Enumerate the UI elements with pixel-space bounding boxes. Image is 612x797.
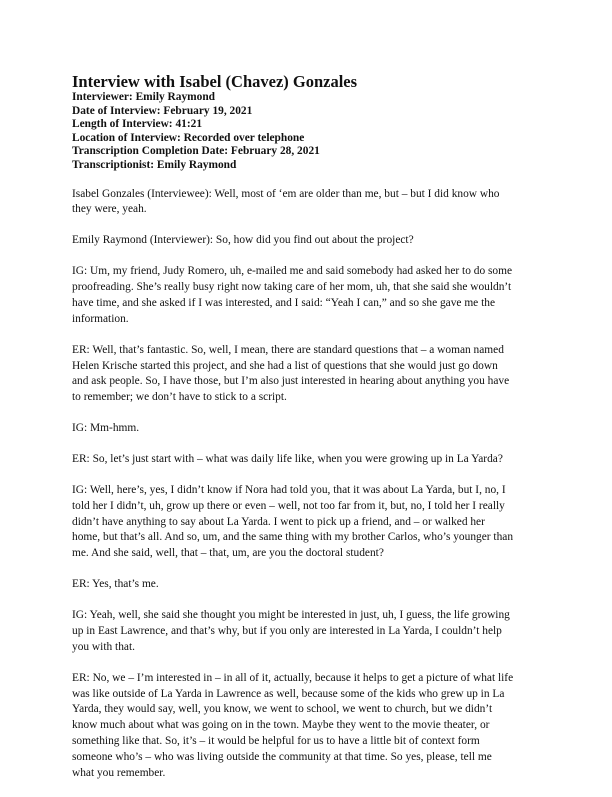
transcript-line: and ask people. So, I have those, but I’m also just interested in hearing about anything you have (72, 375, 510, 388)
interviewer-line: Interviewer: Emily Raymond (72, 91, 215, 103)
interview-metadata (72, 91, 540, 173)
transcript-line: ER: So, let’s just start with – what was daily life like, when you were growing up in La Yarda? (72, 453, 503, 466)
interview-length-line: Length of Interview: 41:21 (72, 118, 203, 131)
transcript-paragraph (72, 577, 540, 593)
transcript-line: to remember; we don’t have to stick to a script. (72, 391, 287, 404)
interview-date-line: Date of Interview: February 19, 2021 (72, 104, 253, 117)
transcript-paragraph (72, 452, 540, 468)
transcript-line: IG: Yeah, well, she said she thought you might be interested in just, uh, I guess, the life growing (72, 609, 510, 622)
transcript-paragraph (72, 421, 540, 437)
transcript-line: IG: Um, my friend, Judy Romero, uh, e-mailed me and said somebody had asked her to do some (72, 265, 513, 278)
interview-location-line: Location of Interview: Recorded over telephone (72, 131, 305, 144)
transcript-line: have time, and she asked if I was interested, and I said: “Yeah I can,” and so she gave me the (72, 296, 495, 309)
transcript-paragraph (72, 187, 540, 219)
transcriptionist-line: Transcriptionist: Emily Raymond (72, 158, 237, 171)
transcript-paragraph (72, 343, 540, 406)
document-page (72, 72, 540, 797)
document-title: Interview with Isabel (Chavez) Gonzales (72, 72, 358, 91)
transcript-paragraph (72, 264, 540, 327)
transcript-line: up in East Lawrence, and that’s why, but if you only are interested in La Yarda, I couldn’t help (72, 625, 502, 637)
transcript-line: home, but that’s all. And so, um, and the same thing with my brother Carlos, who’s younger than (72, 531, 514, 544)
transcript-line: didn’t have anything to say about La Yarda. I went to pick up a friend, and – or walked her (72, 515, 485, 528)
transcript-line: told her I didn’t, uh, grow up there or even – well, not too far from it, but, no, I told her I really (72, 499, 505, 512)
transcript-line: you with that. (72, 640, 135, 653)
transcript-line: me. And she said, well, that – that, um, are you the doctoral student? (72, 547, 384, 560)
transcript-line: Yarda, they would say, well, you know, we went to school, we went to church, but we didn’t (72, 703, 493, 716)
transcript-line: was like outside of La Yarda in Lawrence as well, because some of the kids who grew up in La (72, 687, 505, 700)
transcript-line: Emily Raymond (Interviewer): So, how did you find out about the project? (72, 234, 414, 247)
transcript-line: what you remember. (72, 766, 166, 779)
transcript-line: ER: No, we – I’m interested in – in all of it, actually, because it helps to get a picture of what life (72, 671, 514, 684)
transcript-line: proofreading. She’s really busy right now taking care of her mom, uh, that she said she wouldn’t (72, 281, 512, 294)
transcript-line: IG: Mm-hmm. (72, 422, 140, 435)
transcript-body (72, 187, 540, 782)
transcript-paragraph (72, 233, 540, 249)
transcript-line: know much about what was going on in the town. Maybe they went to the movie theater, or (72, 719, 490, 732)
transcript-paragraph (72, 483, 540, 562)
transcription-date-line: Transcription Completion Date: February 28, 2021 (72, 145, 320, 158)
transcript-line: ER: Yes, that’s me. (72, 578, 159, 591)
transcript-paragraph (72, 671, 540, 782)
transcript-line: something like that. So, it’s – it would be helpful for us to have a little bit of context form (72, 734, 480, 747)
transcript-line: ER: Well, that’s fantastic. So, well, I mean, there are standard questions that – a woman named (72, 343, 504, 356)
transcript-line: Isabel Gonzales (Interviewee): Well, most of ‘em are older than me, but – but I did know who (72, 187, 500, 200)
transcript-paragraph (72, 608, 540, 655)
transcript-line: they were, yeah. (72, 203, 147, 216)
transcript-line: information. (72, 312, 129, 325)
transcript-line: IG: Well, here’s, yes, I didn’t know if Nora had told you, that it was about La Yarda, but I, no, I (72, 484, 506, 497)
transcript-line: someone who’s – who was living outside the community at that time. So yes, please, tell me (72, 750, 492, 763)
transcript-line: Helen Krische started this project, and she had a list of questions that she would just go down (72, 359, 498, 372)
